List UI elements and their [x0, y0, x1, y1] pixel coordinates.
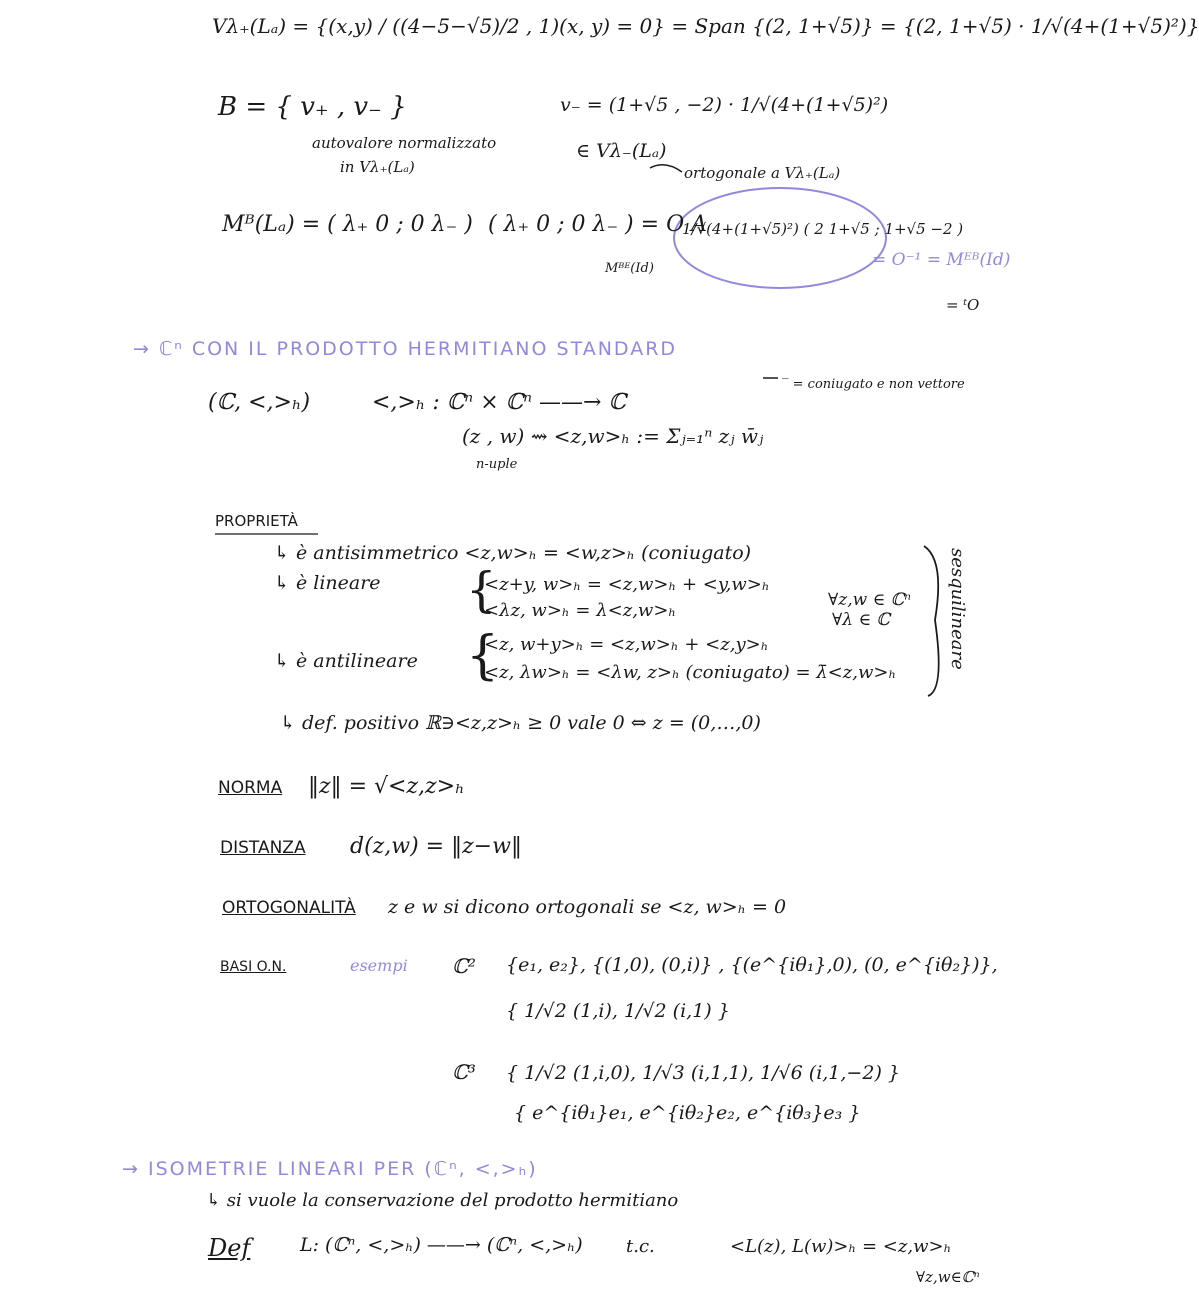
sesquilinear-note: sesquilineare — [947, 548, 968, 670]
isometry-note: ↳ si vuole la conservazione del prodotto hermitiano — [206, 1190, 679, 1211]
distance-formula: d(z,w) = ‖z−w‖ — [350, 834, 522, 859]
basis-definition: B = { v₊ , v₋ } — [218, 92, 407, 122]
property-antilinear-1: <z, w+y>ₕ = <z,w>ₕ + <z,y>ₕ — [484, 634, 769, 655]
orthogonal-arrow — [650, 165, 682, 172]
O-inverse: = O⁻¹ = Mᴱᴮ(Id) — [872, 250, 1011, 270]
highlight-ellipse — [674, 188, 886, 288]
c3-bases-line-1: { 1/√2 (1,i,0), 1/√3 (i,1,1), 1/√6 (i,1,−2) } — [506, 1062, 900, 1084]
O-annotation: Mᴮᴱ(Id) — [605, 261, 654, 276]
eigenspace-line: Vλ₊(Lₐ) = {(x,y) / ((4−5−√5)/2 , 1)(x, y) = 0} = Span {(2, 1+√5)} = {(2, 1+√5) · 1/√(4+(1+√5)²)} — [212, 14, 1199, 38]
n-uple-note: n-uple — [476, 457, 518, 472]
section-hermitian-title: → ℂⁿ CON IL PRODOTTO HERMITIANO STANDARD — [133, 338, 678, 360]
antilinear-brace: { — [466, 626, 500, 686]
quantifier-lambda: ∀λ ∈ ℂ — [832, 610, 890, 630]
property-antilinear-2: <z, λw>ₕ = <λw, z>ₕ (coniugato) = λ̄<z,w>ₕ — [484, 662, 897, 683]
distance-label: DISTANZA — [220, 838, 306, 858]
basis-note-eigenspace: in Vλ₊(Lₐ) — [340, 158, 415, 176]
def-formula: L: (ℂⁿ, <,>ₕ) ——→ (ℂⁿ, <,>ₕ) — [300, 1234, 583, 1256]
O-transpose: = ᵗO — [946, 296, 980, 314]
def-condition: <L(z), L(w)>ₕ = <z,w>ₕ — [730, 1236, 952, 1257]
linear-brace: { — [466, 562, 497, 618]
orthogonality-text: z e w si dicono ortogonali se <z, w>ₕ = 0 — [388, 896, 787, 918]
property-linear-label: ↳ è lineare — [274, 572, 381, 594]
def-forall: ∀z,w∈ℂⁿ — [916, 1268, 980, 1286]
hermitian-map: <,>ₕ : ℂⁿ × ℂⁿ ——→ ℂ — [372, 390, 626, 415]
diagonal-equation: ( λ₊ 0 ; 0 λ₋ ) = O A — [488, 212, 707, 237]
property-linear-2: <λz, w>ₕ = λ<z,w>ₕ — [484, 600, 677, 621]
quantifier-z-w: ∀z,w ∈ ℂⁿ — [828, 590, 911, 610]
properties-label: PROPRIETÀ — [215, 512, 298, 530]
property-positive-definite: ↳ def. positivo ℝ∋<z,z>ₕ ≥ 0 vale 0 ⇔ z = (0,…,0) — [280, 712, 761, 734]
conjugate-note: ‾ = coniugato e non vettore — [782, 377, 965, 392]
section-isometry-title: → ISOMETRIE LINEARI PER (ℂⁿ, <,>ₕ) — [122, 1158, 538, 1180]
c2-bases-line-2: { 1/√2 (1,i), 1/√2 (i,1) } — [506, 1000, 730, 1022]
v-minus-membership: ∈ Vλ₋(Lₐ) — [576, 140, 667, 162]
norm-label: NORMA — [218, 778, 283, 798]
orthogonality-label: ORTOGONALITÀ — [222, 898, 356, 918]
matrix-M-B: Mᴮ(Lₐ) = ( λ₊ 0 ; 0 λ₋ ) — [222, 212, 473, 237]
property-linear-1: <z+y, w>ₕ = <z,w>ₕ + <y,w>ₕ — [484, 574, 770, 595]
c3-bases-line-2: { e^{iθ₁}e₁, e^{iθ₂}e₂, e^{iθ₃}e₃ } — [514, 1102, 861, 1124]
c3-label: ℂ³ — [452, 1060, 476, 1084]
property-antisymmetric: ↳ è antisimmetrico <z,w>ₕ = <w,z>ₕ (coniugato) — [274, 542, 752, 564]
norm-formula: ‖z‖ = √<z,z>ₕ — [308, 774, 465, 799]
c2-label: ℂ² — [452, 954, 476, 978]
sesqui-bracket — [924, 546, 939, 696]
hermitian-rule: (z , w) ⇝ <z,w>ₕ := Σⱼ₌₁ⁿ zⱼ w̄ⱼ — [462, 424, 764, 448]
examples-label: esempi — [350, 956, 408, 975]
def-label: Def — [208, 1234, 251, 1262]
orthogonal-matrix: 1/√(4+(1+√5)²) ( 2 1+√5 ; 1+√5 −2 ) — [682, 220, 964, 238]
orthogonal-note: ortogonale a Vλ₊(Lₐ) — [684, 164, 841, 182]
def-tc: t.c. — [626, 1236, 655, 1257]
v-minus-vector: v₋ = (1+√5 , −2) · 1/√(4+(1+√5)²) — [560, 94, 889, 116]
onbasis-label: BASI O.N. — [220, 959, 287, 975]
hermitian-pair: (ℂ, <,>ₕ) — [208, 390, 311, 415]
basis-note-normalized: autovalore normalizzato — [312, 134, 497, 152]
c2-bases-line-1: {e₁, e₂}, {(1,0), (0,i)} , {(e^{iθ₁},0), (0, e^{iθ₂})}, — [506, 954, 998, 976]
property-antilinear-label: ↳ è antilineare — [274, 650, 418, 672]
